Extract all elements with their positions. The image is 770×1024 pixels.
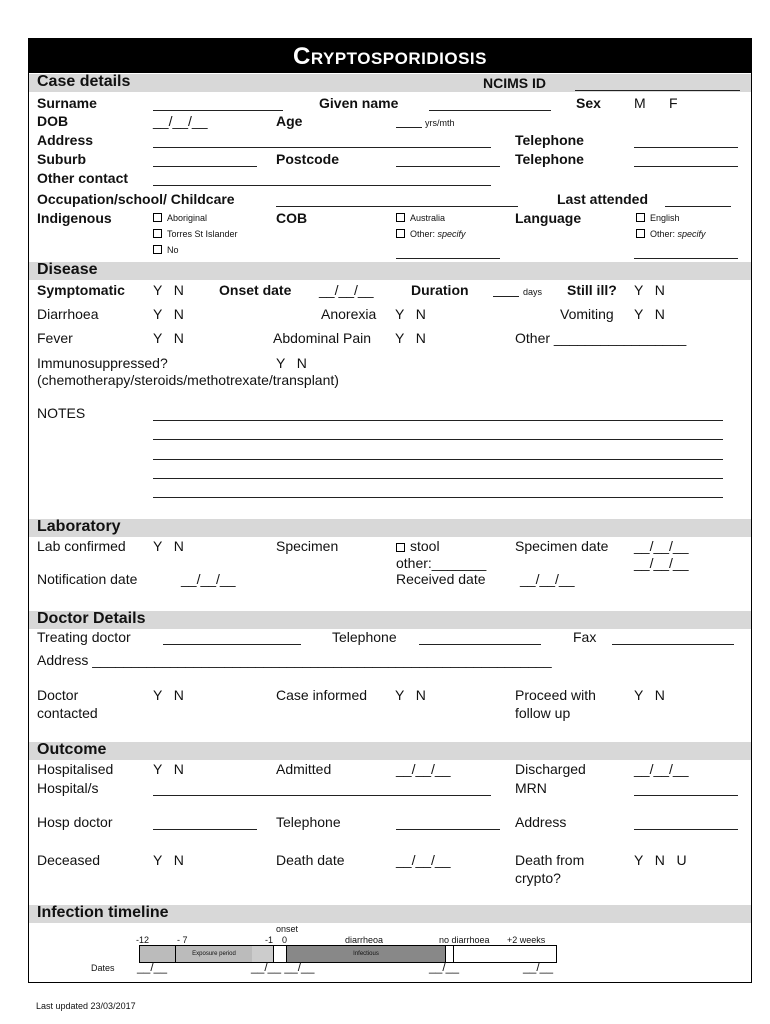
onset-date-label: Onset date (219, 282, 292, 298)
timeline-tick: diarrheoa (345, 935, 384, 945)
diarrhoea-label: Diarrhoea (37, 306, 99, 322)
timeline-exposure-period: Exposure period (175, 946, 252, 962)
immunosuppressed-detail: (chemotherapy/steroids/methotrexate/transplant) (37, 372, 339, 388)
cryptosporidiosis-form (28, 38, 752, 983)
indigenous-option-no[interactable]: No (153, 245, 179, 255)
suburb-field[interactable] (153, 166, 257, 167)
anorexia-yn[interactable]: Y N (395, 306, 426, 322)
hosp-address-field[interactable] (634, 829, 738, 830)
form-title: Cryptosporidiosis (29, 39, 751, 73)
postcode-label: Postcode (276, 151, 340, 167)
doctor-details-header: Doctor Details (29, 611, 751, 629)
telephone-label-2: Telephone (515, 151, 584, 167)
notes-line[interactable] (153, 459, 723, 460)
notes-line[interactable] (153, 439, 723, 440)
fever-yn[interactable]: Y N (153, 330, 184, 346)
case-informed-yn[interactable]: Y N (395, 687, 426, 703)
occupation-field[interactable] (276, 206, 518, 207)
deceased-yn[interactable]: Y N (153, 852, 184, 868)
doctor-telephone-field[interactable] (419, 644, 541, 645)
timeline-date-field[interactable]: __/__ (137, 960, 168, 974)
symptomatic-yn[interactable]: Y N (153, 282, 184, 298)
immunosuppressed-label: Immunosuppressed? (37, 355, 168, 371)
admitted-label: Admitted (276, 761, 332, 777)
outcome-header: Outcome (29, 742, 751, 760)
indigenous-label: Indigenous (37, 210, 112, 226)
timeline-date-field[interactable]: __/__ __/__ (251, 960, 315, 974)
still-ill-label: Still ill? (567, 282, 617, 298)
ncims-label: NCIMS ID (483, 75, 546, 91)
onset-date-field[interactable]: __/__/__ (319, 282, 374, 298)
given-name-field[interactable] (429, 110, 551, 111)
last-attended-label: Last attended (557, 191, 649, 207)
laboratory-header: Laboratory (29, 519, 751, 537)
discharged-date-field[interactable]: __/__/__ (634, 761, 689, 777)
cob-other-field[interactable] (396, 258, 500, 259)
doctor-contacted-label-2: contacted (37, 705, 98, 721)
sex-f[interactable]: F (669, 95, 678, 111)
case-details-header: Case details (29, 74, 751, 92)
doctor-contacted-label: Doctor (37, 687, 79, 703)
dob-field[interactable]: __/__/__ (153, 113, 208, 129)
other-contact-label: Other contact (37, 170, 129, 186)
cob-option-australia[interactable]: Australia (396, 213, 445, 223)
indigenous-option-aboriginal[interactable]: Aboriginal (153, 213, 207, 223)
death-from-crypto-label: Death from (515, 852, 585, 868)
treating-doctor-label: Treating doctor (37, 629, 131, 645)
mrn-label: MRN (515, 780, 547, 796)
postcode-field[interactable] (396, 166, 500, 167)
hosp-address-label: Address (515, 814, 567, 830)
vomiting-yn[interactable]: Y N (634, 306, 665, 322)
admitted-date-field[interactable]: __/__/__ (396, 761, 451, 777)
timeline-dates-label: Dates (91, 963, 115, 973)
received-date-field[interactable]: __/__/__ (520, 571, 575, 587)
cob-option-other[interactable]: Other: specify (396, 229, 466, 239)
diarrhoea-yn[interactable]: Y N (153, 306, 184, 322)
other-contact-field[interactable] (153, 185, 491, 186)
anorexia-label: Anorexia (321, 306, 377, 322)
surname-label: Surname (37, 95, 97, 111)
duration-unit: days (523, 287, 543, 297)
received-date-label: Received date (396, 571, 486, 587)
timeline-tick: no diarrhoea (439, 935, 490, 945)
telephone-label-1: Telephone (515, 132, 584, 148)
suburb-label: Suburb (37, 151, 86, 167)
hosp-telephone-field[interactable] (396, 829, 500, 830)
specimen-label: Specimen (276, 538, 339, 554)
abdominal-pain-label: Abdominal Pain (273, 330, 372, 346)
death-date-label: Death date (276, 852, 345, 868)
doctor-telephone-label: Telephone (332, 629, 397, 645)
timeline-tick: 0 (282, 935, 288, 945)
age-field[interactable] (396, 127, 422, 128)
hosp-doctor-field[interactable] (153, 829, 257, 830)
notification-date-label: Notification date (37, 571, 138, 587)
lab-confirmed-label: Lab confirmed (37, 538, 126, 554)
specimen-date-field-1[interactable]: __/__/__ (634, 538, 689, 554)
fax-label: Fax (573, 629, 597, 645)
abdominal-pain-yn[interactable]: Y N (395, 330, 426, 346)
timeline-tick: - 7 (177, 935, 188, 945)
other-symptom-field[interactable]: Other _________________ (515, 330, 687, 346)
hosp-doctor-label: Hosp doctor (37, 814, 113, 830)
notes-label: NOTES (37, 405, 86, 421)
hospitals-label: Hospital/s (37, 780, 99, 796)
timeline-tick: -12 (136, 935, 150, 945)
hospitalised-label: Hospitalised (37, 761, 114, 777)
specimen-other-field[interactable]: other:_______ (396, 555, 487, 571)
doctor-address-field[interactable]: Address ___________________________________________________________ (37, 652, 552, 668)
indigenous-option-tsi[interactable]: Torres St Islander (153, 229, 238, 239)
lab-confirmed-yn[interactable]: Y N (153, 538, 184, 554)
dob-label: DOB (37, 113, 69, 129)
language-option-english[interactable]: English (636, 213, 680, 223)
timeline-onset-label: onset (276, 924, 299, 934)
age-label: Age (276, 113, 303, 129)
deceased-label: Deceased (37, 852, 101, 868)
fever-label: Fever (37, 330, 73, 346)
notes-line[interactable] (153, 478, 723, 479)
language-option-other[interactable]: Other: specify (636, 229, 706, 239)
timeline-date-field[interactable]: __/__ (429, 960, 460, 974)
sex-m[interactable]: M (634, 95, 646, 111)
proceed-follow-up-yn[interactable]: Y N (634, 687, 665, 703)
timeline-tick: -1 (265, 935, 274, 945)
death-from-crypto-label-2: crypto? (515, 870, 561, 886)
telephone-field-1[interactable] (634, 147, 738, 148)
specimen-date-field-2[interactable]: __/__/__ (634, 555, 689, 571)
last-updated-footer: Last updated 23/03/2017 (36, 1001, 136, 1011)
notes-line[interactable] (153, 420, 723, 421)
sex-label: Sex (576, 95, 601, 111)
specimen-date-label: Specimen date (515, 538, 609, 554)
disease-header: Disease (29, 262, 751, 280)
case-informed-label: Case informed (276, 687, 368, 703)
death-from-crypto-ynu[interactable]: Y N U (634, 852, 687, 868)
hospitals-field[interactable] (153, 795, 491, 796)
symptomatic-label: Symptomatic (37, 282, 125, 298)
doctor-contacted-yn[interactable]: Y N (153, 687, 184, 703)
hosp-telephone-label: Telephone (276, 814, 341, 830)
notification-date-field[interactable]: __/__/__ (181, 571, 236, 587)
language-other-field[interactable] (634, 258, 738, 259)
discharged-label: Discharged (515, 761, 586, 777)
death-date-field[interactable]: __/__/__ (396, 852, 451, 868)
specimen-stool-option[interactable]: stool (396, 538, 440, 554)
telephone-field-2[interactable] (634, 166, 738, 167)
vomiting-label: Vomiting (560, 306, 614, 322)
duration-field[interactable] (493, 296, 519, 297)
proceed-follow-up-label-2: follow up (515, 705, 571, 721)
address-label: Address (37, 132, 94, 148)
hospitalised-yn[interactable]: Y N (153, 761, 184, 777)
last-attended-field[interactable] (665, 206, 731, 207)
proceed-follow-up-label: Proceed with (515, 687, 596, 703)
given-name-label: Given name (319, 95, 399, 111)
age-unit: yrs/mth (425, 118, 455, 128)
occupation-label: Occupation/school/ Childcare (37, 191, 235, 207)
timeline-tick: +2 weeks (507, 935, 546, 945)
timeline-bar (139, 945, 557, 963)
timeline-infectious-period: Infectious (286, 946, 446, 962)
notes-line[interactable] (153, 497, 723, 498)
immunosuppressed-yn[interactable]: Y N (276, 355, 307, 371)
still-ill-yn[interactable]: Y N (634, 282, 665, 298)
timeline-date-field[interactable]: __/__ (523, 960, 554, 974)
ncims-field[interactable] (575, 90, 740, 91)
language-label: Language (515, 210, 582, 226)
cob-label: COB (276, 210, 308, 226)
infection-timeline-header: Infection timeline (29, 905, 751, 923)
fax-field[interactable] (612, 644, 734, 645)
surname-field[interactable] (153, 110, 283, 111)
treating-doctor-field[interactable] (163, 644, 301, 645)
mrn-field[interactable] (634, 795, 738, 796)
address-field[interactable] (153, 147, 491, 148)
duration-label: Duration (411, 282, 469, 298)
